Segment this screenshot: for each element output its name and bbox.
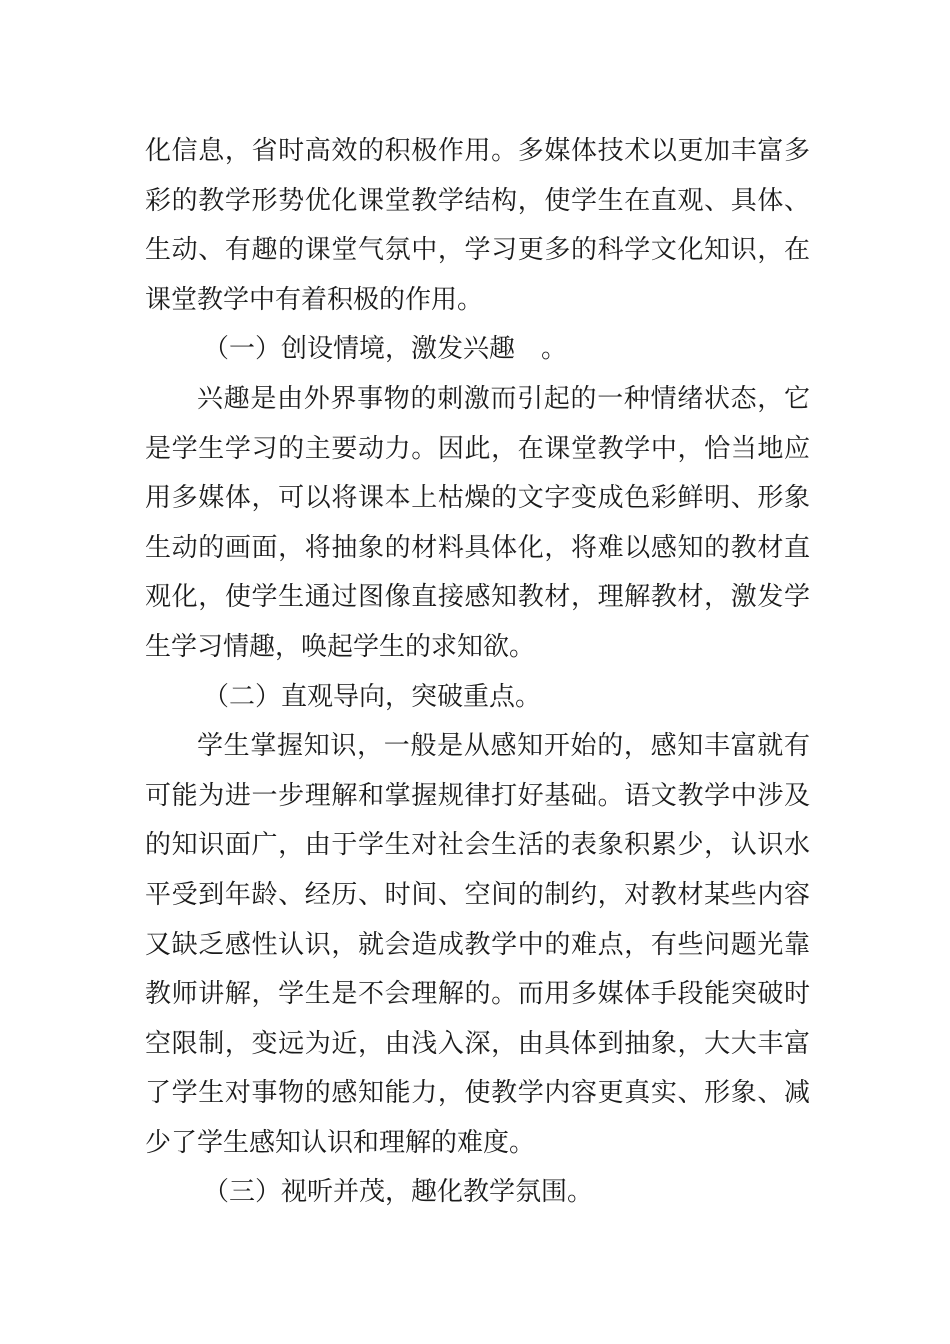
section-heading-2: （二）直观导向，突破重点。 [203,681,542,712]
paragraph-interest: 兴趣是由外界事物的刺激而引起的一种情绪状态，它是学生学习的主要动力。因此，在课堂教学中，恰当地应用多媒体，可以将课本上枯燥的文字变成色彩鲜明、形象生动的画面，将抽象的材料具体化，将难以感知的教材直观化，使学生通过图像直接感知教材，理解教材，激发学生学习情趣，唤起学生的求知欲。 [145,383,810,662]
document-body [145,127,810,1218]
paragraph-intro-continuation: 化信息，省时高效的积极作用。多媒体技术以更加丰富多彩的教学形势优化课堂教学结构，使学生在直观、具体、生动、有趣的课堂气氛中，学习更多的科学文化知识，在课堂教学中有着积极的作用。 [145,136,810,315]
paragraph-perception: 学生掌握知识，一般是从感知开始的，感知丰富就有可能为进一步理解和掌握规律打好基础。语文教学中涉及的知识面广，由于学生对社会生活的表象积累少，认识水平受到年龄、经历、时间、空间的制约，对教材某些内容又缺乏感性认识，就会造成教学中的难点，有些问题光靠教师讲解，学生是不会理解的。而用多媒体手段能突破时空限制，变远为近，由浅入深，由具体到抽象，大大丰富了学生对事物的感知能力，使教学内容更真实、形象、减少了学生感知认识和理解的难度。 [145,731,810,1158]
section-heading-3: （三）视听并茂，趣化教学氛围。 [203,1177,594,1208]
section-heading-1: （一）创设情境，激发兴趣 。 [203,334,568,365]
